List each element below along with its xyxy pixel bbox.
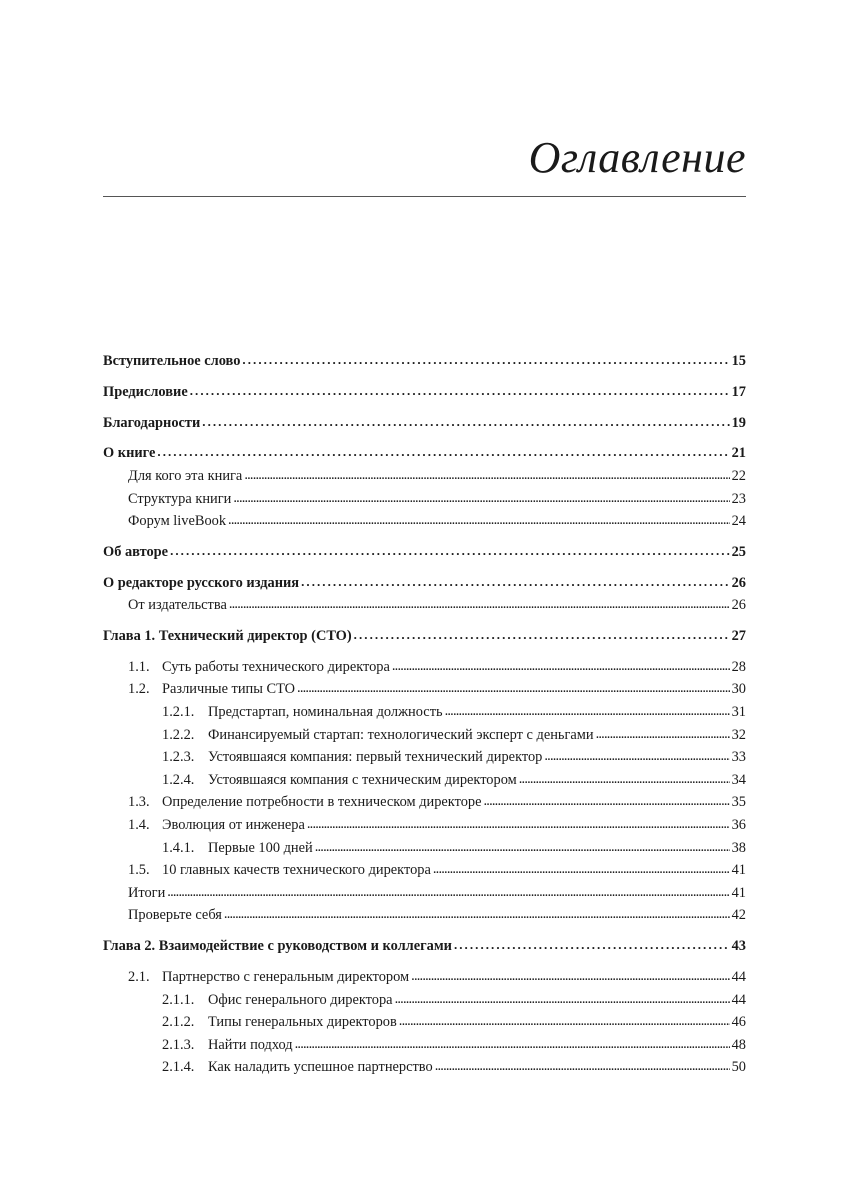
dot-leader: [435, 1055, 730, 1078]
toc-entry: [103, 381, 746, 404]
toc-entry-title: Найти подход: [208, 1036, 293, 1053]
toc-entry-number: 1.4.: [128, 817, 150, 833]
dot-leader: [301, 571, 730, 594]
toc-entry: [103, 488, 746, 511]
toc-entry-page-number: 21: [731, 445, 746, 462]
dot-leader: [454, 934, 730, 957]
toc-entry-number: 1.2.2.: [162, 726, 195, 743]
toc-entry-number: 2.1.2.: [162, 1014, 195, 1031]
toc-entry-page-number: 23: [731, 490, 746, 507]
dot-leader: [202, 411, 729, 434]
toc-entry-title: Предстартап, номинальная должность: [208, 704, 443, 721]
toc-entry-title: Устоявшаяся компания: первый технический директор: [208, 749, 543, 766]
toc-entry: [103, 678, 746, 701]
dot-leader: [295, 1033, 730, 1056]
toc-entry-page-number: 22: [731, 467, 746, 484]
toc-entry-page-number: 48: [731, 1036, 746, 1053]
toc-entry-title: Проверьте себя: [128, 907, 222, 924]
toc-entry-number: 1.3.: [128, 794, 150, 811]
toc-entry-page-number: 26: [731, 574, 746, 591]
toc-entry: [103, 541, 746, 564]
page-title: Оглавление: [528, 133, 746, 182]
toc-entry-title: Для кого эта книга: [128, 467, 243, 484]
toc-entry: [103, 1056, 746, 1079]
toc-entry-page-number: 35: [731, 794, 746, 811]
toc-entry-title: Глава 2. Взаимодействие с руководством и коллегами: [103, 938, 452, 955]
toc-entry: [103, 724, 746, 747]
table-of-contents: [103, 350, 746, 1079]
dot-leader: [297, 677, 730, 700]
dot-leader: [170, 540, 730, 563]
toc-entry-page-number: 15: [731, 353, 746, 369]
toc-entry: [103, 837, 746, 860]
toc-entry-page-number: 34: [731, 771, 746, 788]
toc-entry-page-number: 43: [731, 938, 746, 955]
toc-entry-page-number: 44: [731, 991, 746, 1008]
toc-entry: [103, 1034, 746, 1057]
toc-entry-title: Различные типы CTO: [162, 681, 296, 698]
toc-entry-number: 1.5.: [128, 862, 150, 879]
toc-entry: [103, 594, 746, 617]
toc-entry-number: 1.2.4.: [162, 771, 195, 788]
dot-leader: [228, 509, 730, 532]
toc-entry: [103, 350, 746, 373]
dot-leader: [229, 593, 730, 616]
dot-leader: [307, 813, 730, 836]
toc-entry-page-number: 26: [731, 597, 746, 614]
toc-entry-title: От издательства: [128, 597, 227, 614]
dot-leader: [445, 700, 730, 723]
toc-entry-title: Устоявшаяся компания с техническим директором: [208, 771, 517, 788]
dot-leader: [399, 1010, 730, 1033]
toc-entry-page-number: 32: [731, 726, 746, 743]
toc-entry: [103, 412, 746, 435]
toc-entry-title: Благодарности: [103, 414, 201, 431]
toc-entry-title: Эволюция от инженера: [162, 817, 305, 833]
toc-entry: [103, 1011, 746, 1034]
toc-entry: [103, 859, 746, 882]
toc-entry-number: 2.1.: [128, 968, 150, 985]
toc-entry-page-number: 41: [731, 862, 746, 879]
toc-entry-number: 2.1.4.: [162, 1059, 195, 1076]
toc-entry-title: Об авторе: [103, 543, 169, 560]
toc-entry: [103, 625, 746, 648]
toc-entry-number: 1.2.: [128, 681, 150, 698]
dot-leader: [157, 441, 729, 464]
toc-entry-title: Первые 100 дней: [208, 839, 313, 856]
toc-entry-number: 1.2.3.: [162, 749, 195, 766]
toc-entry-page-number: 38: [731, 839, 746, 856]
dot-leader: [190, 380, 730, 403]
toc-entry-title: Типы генеральных директоров: [208, 1014, 397, 1031]
toc-entry: [103, 882, 746, 905]
toc-entry-page-number: 44: [731, 968, 746, 985]
toc-entry-title: 10 главных качеств технического директора: [162, 862, 431, 879]
dot-leader: [519, 768, 730, 791]
toc-entry-number: 1.1.: [128, 658, 150, 675]
toc-entry: [103, 465, 746, 488]
toc-entry-number: 2.1.3.: [162, 1036, 195, 1053]
toc-entry-page-number: 27: [731, 628, 746, 645]
toc-entry-number: 2.1.1.: [162, 991, 195, 1008]
dot-leader: [354, 624, 730, 647]
toc-entry-page-number: 46: [731, 1014, 746, 1031]
toc-entry-title: Определение потребности в техническом директоре: [162, 794, 482, 811]
dot-leader: [392, 655, 730, 678]
dot-leader: [224, 903, 730, 926]
toc-entry: [103, 935, 746, 958]
toc-entry-page-number: 25: [731, 543, 746, 560]
toc-entry-title: Структура книги: [128, 490, 232, 507]
toc-entry: [103, 814, 746, 837]
dot-leader: [433, 858, 730, 881]
dot-leader: [411, 965, 729, 988]
dot-leader: [483, 790, 729, 813]
toc-entry: [103, 442, 746, 465]
toc-entry: [103, 510, 746, 533]
toc-entry-title: Суть работы технического директора: [162, 658, 390, 675]
toc-entry: [103, 904, 746, 927]
dot-leader: [315, 836, 730, 859]
toc-entry: [103, 966, 746, 989]
toc-entry-page-number: 28: [731, 658, 746, 675]
toc-entry-page-number: 36: [731, 817, 746, 833]
dot-leader: [233, 487, 729, 510]
dot-leader: [244, 464, 729, 487]
toc-entry-page-number: 24: [731, 513, 746, 530]
toc-entry-title: Форум liveBook: [128, 513, 227, 530]
toc-entry-page-number: 41: [731, 884, 746, 901]
toc-entry: [103, 746, 746, 769]
toc-entry-title: Вступительное слово: [103, 353, 241, 369]
toc-entry-title: Предисловие: [103, 383, 188, 400]
toc-entry-title: Итоги: [128, 884, 166, 901]
toc-entry-page-number: 30: [731, 681, 746, 698]
toc-entry-title: О книге: [103, 445, 156, 462]
toc-entry-page-number: 19: [731, 414, 746, 431]
toc-entry: [103, 989, 746, 1012]
dot-leader: [544, 745, 729, 768]
toc-entry-number: 1.2.1.: [162, 704, 195, 721]
toc-entry-title: Партнерство с генеральным директором: [162, 968, 410, 985]
toc-entry: [103, 791, 746, 814]
toc-entry-page-number: 31: [731, 704, 746, 721]
dot-leader: [395, 988, 730, 1011]
toc-entry-title: Как наладить успешное партнерство: [208, 1059, 433, 1076]
dot-leader: [167, 881, 729, 904]
toc-entry-title: О редакторе русского издания: [103, 574, 300, 591]
dot-leader: [596, 723, 730, 746]
toc-entry: [103, 769, 746, 792]
toc-entry-page-number: 17: [731, 383, 746, 400]
toc-entry-title: Финансируемый стартап: технологический эксперт с деньгами: [208, 726, 594, 743]
title-divider: [103, 196, 746, 197]
toc-entry-title: Глава 1. Технический директор (CTO): [103, 628, 352, 645]
toc-entry-number: 1.4.1.: [162, 839, 195, 856]
toc-entry: [103, 656, 746, 679]
toc-entry: [103, 701, 746, 724]
toc-entry-page-number: 50: [731, 1059, 746, 1076]
toc-entry: [103, 572, 746, 595]
dot-leader: [242, 349, 729, 372]
toc-entry-page-number: 33: [731, 749, 746, 766]
toc-entry-title: Офис генерального директора: [208, 991, 393, 1008]
toc-entry-page-number: 42: [731, 907, 746, 924]
